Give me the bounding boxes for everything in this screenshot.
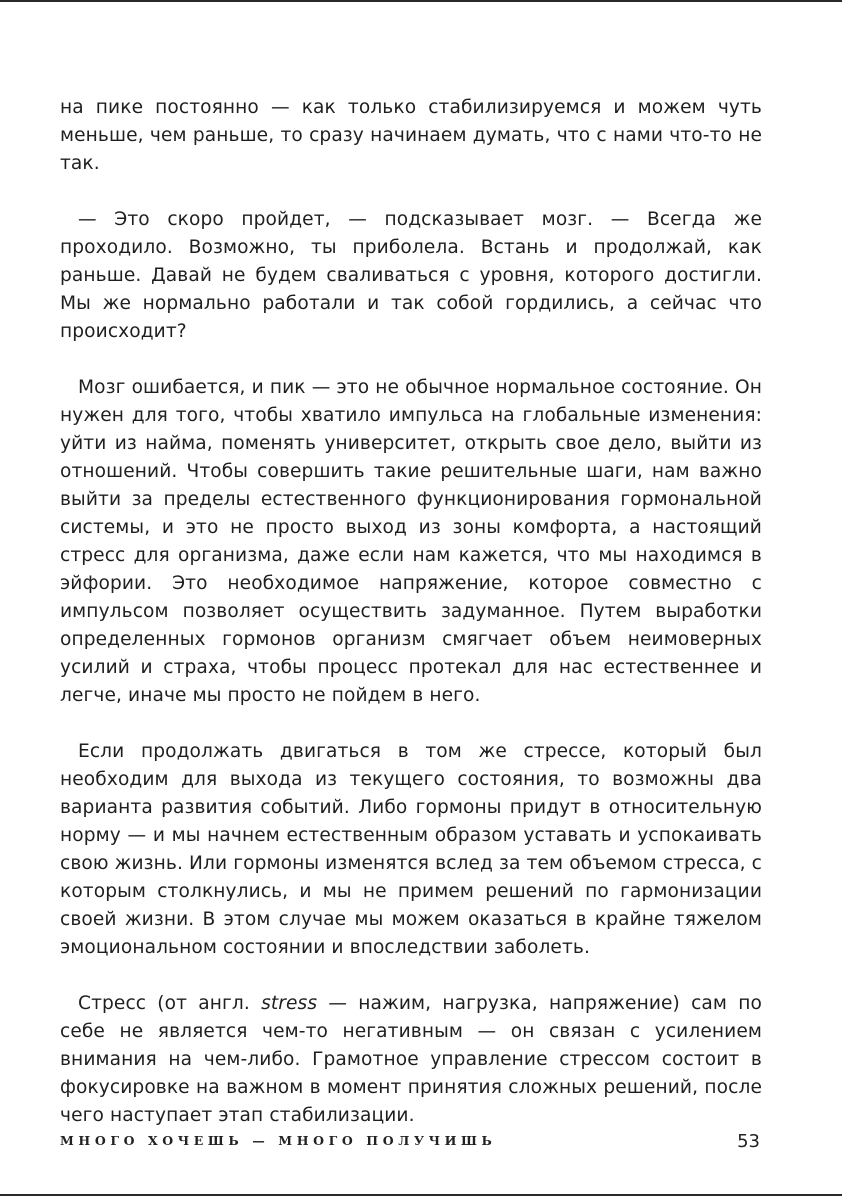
paragraph: на пике постоянно — как только стабилизируемся и можем чуть меньше, чем раньше, то сразу начинаем думать, что с нами что-то не так. (60, 97, 762, 174)
paragraph-text: Стресс (от англ. (78, 993, 262, 1014)
paragraph: — Это скоро пройдет, — подсказывает мозг. — Всегда же проходило. Возможно, ты приболела. Встань и продолжай, как раньше. Давай не будем сваливаться с уровня, которого достигли. Мы же нормально работали и так собой гордились, а сейчас что происходит? (60, 209, 762, 342)
paragraph: Мозг ошибается, и пик — это не обычное нормальное состояние. Он нужен для того, чтобы хватило импульса на глобальные изменения: уйти из найма, поменять университет, открыть свое дело, выйти из отношений. Чтобы совершить такие решительные шаги, нам важно выйти за пределы естественного функционирования гормональной системы, и это не просто выход из зоны комфорта, а настоящий стресс для организма, даже если нам кажется, что мы находимся в эйфории. Это необходимое напряжение, которое совместно с импульсом позволяет осуществить задуманное. Путем выработки определенных гормонов организм смягчает объем неимоверных усилий и страха, чтобы процесс протекал для нас естественнее и легче, иначе мы просто не пойдем в него. (60, 377, 762, 706)
paragraph: Если продолжать двигаться в том же стрессе, который был необходим для выхода из текущего состояния, то возможны два варианта развития событий. Либо гормоны придут в относительную норму — и мы начнем естественным образом уставать и успокаивать свою жизнь. Или гормоны изменятся вслед за тем объемом стресса, с которым столкнулись, и мы не примем решений по гармонизации своей жизни. В этом случае мы можем оказаться в крайне тяжелом эмоциональном состоянии и впоследствии заболеть. (60, 741, 762, 958)
page-number: 53 (737, 1131, 760, 1152)
emphasis-term: stress (261, 993, 318, 1014)
paragraph-text: — нажим, нагрузка, напряжение) сам по себе не является чем-то негативным — он связан с усилением внимания на чем-либо. Грамотное управление стрессом состоит в фокусировке на важном в момент принятия сложных решений, после чего наступает этап стабилизации. (60, 993, 762, 1126)
page-top-border (0, 0, 842, 2)
paragraph (60, 990, 762, 1130)
body-text (60, 94, 762, 1158)
running-title: МНОГО ХОЧЕШЬ — МНОГО ПОЛУЧИШЬ (60, 1133, 497, 1148)
